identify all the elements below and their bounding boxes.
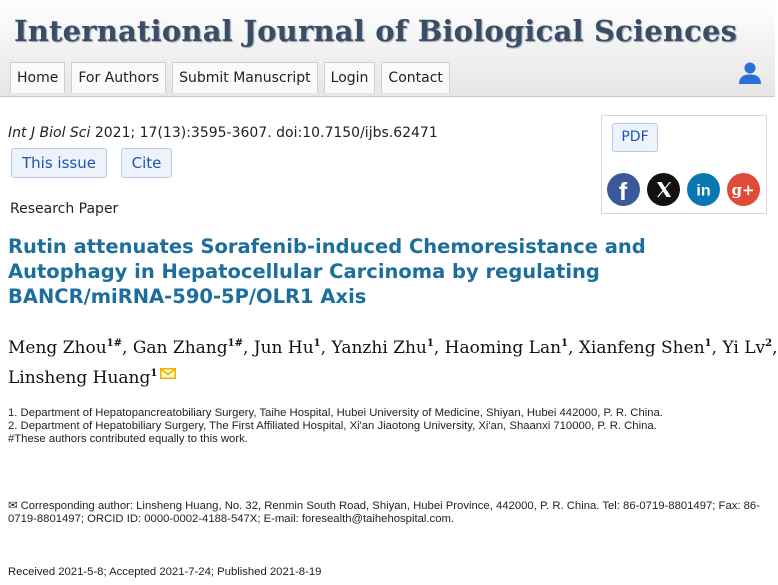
author-separator: ,: [242, 338, 254, 358]
author-separator: ,: [320, 338, 332, 358]
author-affiliation-marker: 1: [561, 338, 569, 349]
journal-abbreviation: Int J Biol Sci: [8, 125, 91, 141]
author-affiliation-marker: 2: [765, 338, 773, 349]
this-issue-button[interactable]: This issue: [11, 148, 107, 178]
author-affiliation-marker: 1: [704, 338, 712, 349]
citation-line: [8, 125, 438, 141]
google-plus-glyph: g+: [731, 181, 755, 199]
author-name[interactable]: Haoming Lan: [444, 338, 562, 358]
masthead: [0, 0, 775, 97]
google-plus-icon[interactable]: [727, 173, 760, 206]
author-list: [8, 333, 778, 393]
user-icon[interactable]: [738, 61, 762, 85]
linkedin-glyph: in: [696, 182, 711, 200]
author-name[interactable]: Yanzhi Zhu: [331, 338, 427, 358]
nav-for-authors[interactable]: For Authors: [71, 62, 166, 93]
affiliation-item: 1. Department of Hepatopancreatobiliary Surgery, Taihe Hospital, Hubei University of Medicine, Shiyan, Hubei 442000, P. R. China.: [8, 407, 663, 419]
x-icon[interactable]: [647, 173, 680, 206]
facebook-icon[interactable]: [607, 173, 640, 206]
nav-submit-manuscript[interactable]: Submit Manuscript: [172, 62, 318, 93]
citation-details: 2021; 17(13):3595-3607. doi:10.7150/ijbs.62471: [90, 125, 438, 141]
author-separator: ,: [772, 338, 778, 358]
cite-button[interactable]: Cite: [121, 148, 172, 178]
author-name[interactable]: Jun Hu: [253, 338, 314, 358]
affiliation-item: 2. Department of Hepatobiliary Surgery, The First Affiliated Hospital, Xi'an Jiaotong University, Xi'an, Shaanxi 710000, P. R. China.: [8, 419, 657, 432]
mail-icon[interactable]: [160, 368, 176, 379]
nav-home[interactable]: Home: [10, 62, 65, 93]
author-separator: ,: [568, 338, 579, 358]
author-name[interactable]: Xianfeng Shen: [578, 338, 705, 358]
nav-contact[interactable]: Contact: [381, 62, 449, 93]
author-separator: ,: [433, 338, 445, 358]
author-separator: ,: [122, 338, 133, 358]
author-name[interactable]: Meng Zhou: [8, 338, 107, 358]
article-title: Rutin attenuates Sorafenib-induced Chemoresistance and Autophagy in Hepatocellular Carcinoma by regulating BANCR/miRNA-590-5P/OLR1 Axis: [8, 235, 646, 308]
pdf-button[interactable]: PDF: [612, 123, 658, 152]
journal-title[interactable]: International Journal of Biological Sciences: [14, 14, 738, 48]
author-affiliation-marker: 1: [150, 368, 158, 379]
author-affiliation-marker: 1: [313, 338, 321, 349]
corresponding-author: ✉ Corresponding author: Linsheng Huang, No. 32, Renmin South Road, Shiyan, Hubei Province, 442000, P. R. China. Tel: 86-0719-8801497; Fax: 86-0719-8801497; ORCID ID: 0000-0002-4188-547X; E-mail: foresealth@taihehospital.com.: [8, 500, 760, 525]
author-affiliation-marker: 1#: [227, 338, 243, 349]
author-separator: ,: [711, 338, 723, 358]
author-affiliation-marker: 1#: [106, 338, 122, 349]
nav-login[interactable]: Login: [324, 62, 376, 93]
facebook-glyph: f: [618, 178, 628, 206]
equal-contribution-note: #These authors contributed equally to this work.: [8, 432, 248, 445]
author-name[interactable]: Linsheng Huang: [8, 368, 151, 388]
affiliations: [8, 407, 773, 445]
author-name[interactable]: Yi Lv: [722, 338, 766, 358]
publication-dates: Received 2021-5-8; Accepted 2021-7-24; Published 2021-8-19: [8, 566, 322, 578]
share-panel: [601, 115, 767, 214]
author-affiliation-marker: 1: [426, 338, 434, 349]
article-type: Research Paper: [10, 201, 119, 217]
author-name[interactable]: Gan Zhang: [132, 338, 228, 358]
main-nav: [10, 62, 450, 93]
linkedin-icon[interactable]: [687, 173, 720, 206]
